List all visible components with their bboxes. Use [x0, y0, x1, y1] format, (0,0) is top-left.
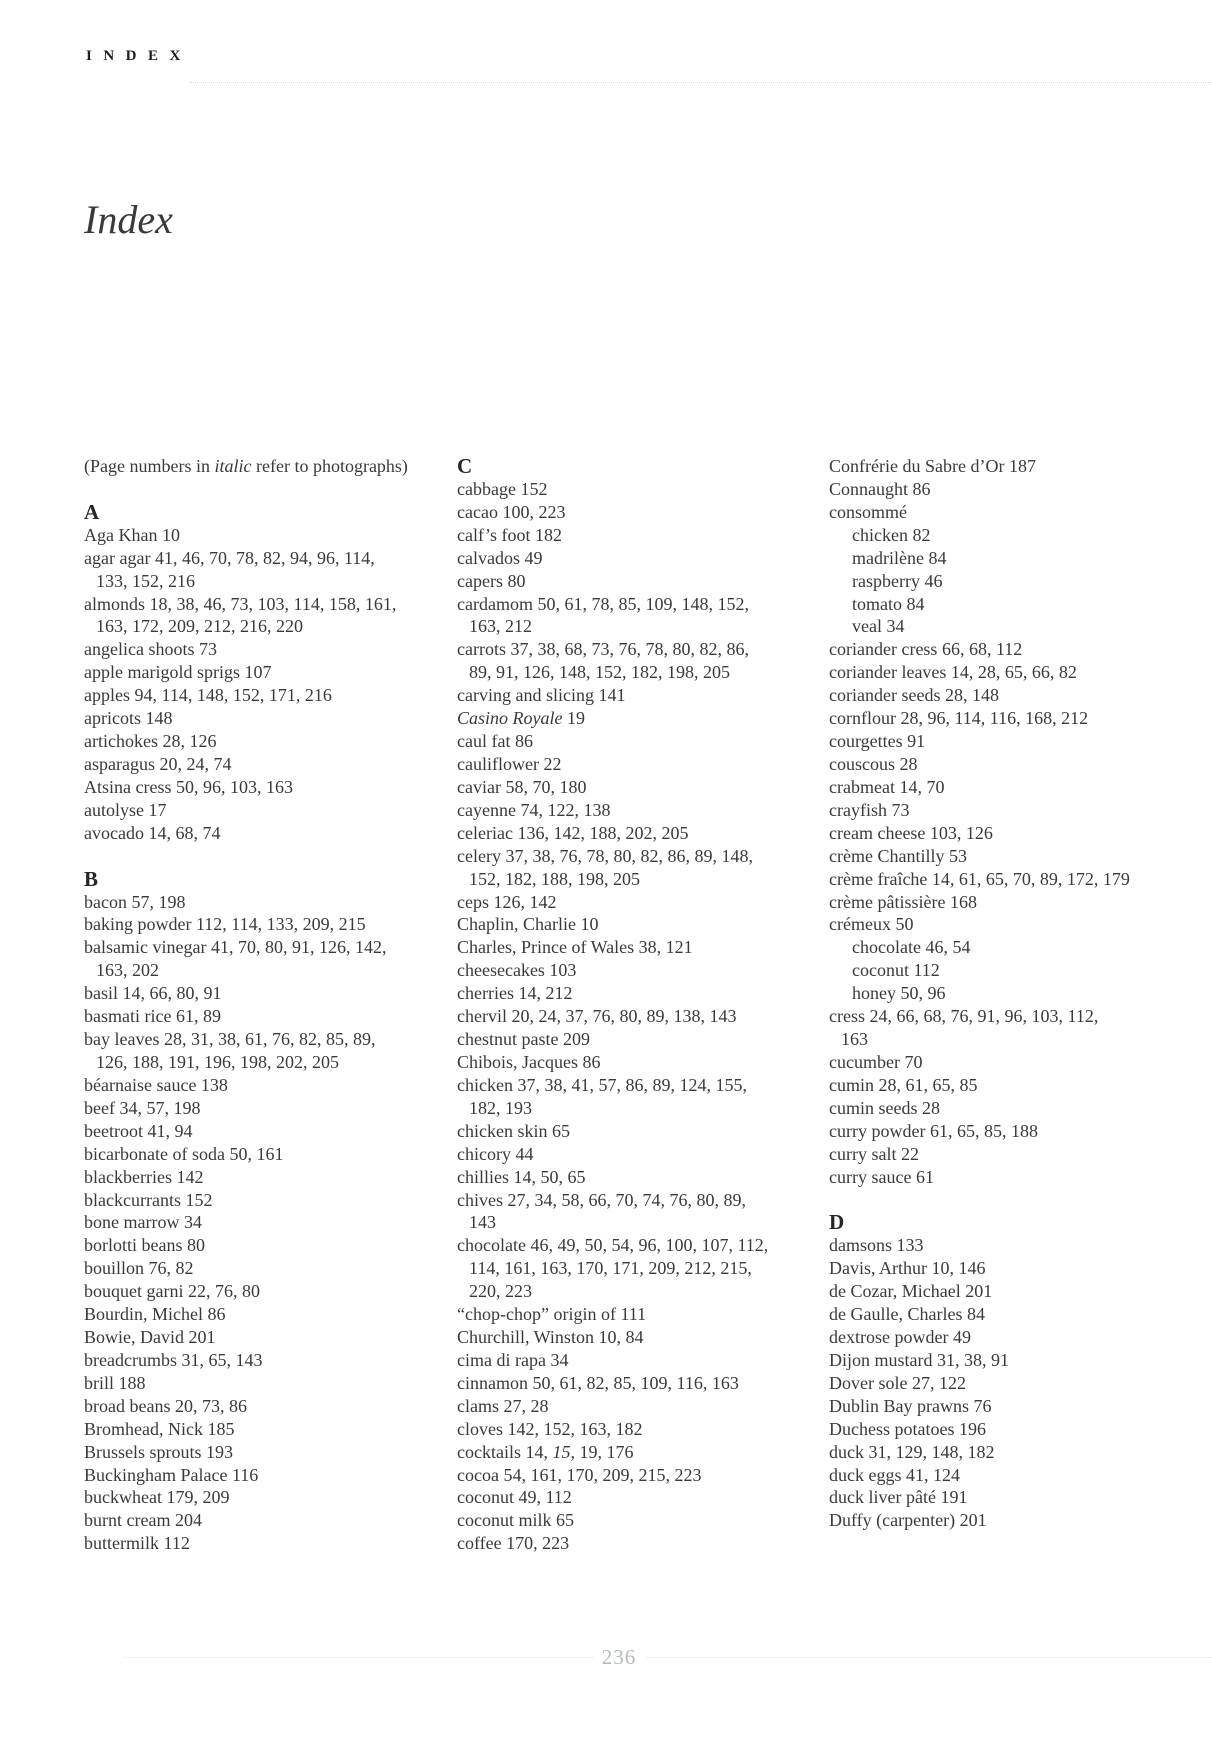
- index-entry: [829, 776, 1130, 799]
- index-entry: [84, 1120, 408, 1143]
- index-entry: [829, 730, 1130, 753]
- entry-line: Confrérie du Sabre d’Or 187: [829, 456, 1036, 476]
- index-entry: [829, 868, 1130, 891]
- entry-line: cauliflower 22: [457, 753, 562, 774]
- index-entry: [829, 684, 1130, 707]
- index-entry: [457, 547, 768, 570]
- entry-line: celery 37, 38, 76, 78, 80, 82, 86, 89, 148,: [457, 845, 753, 866]
- entry-line: buckwheat 179, 209: [84, 1487, 230, 1508]
- entry-line: brill 188: [84, 1372, 146, 1393]
- index-entry: [829, 913, 1130, 936]
- entry-line: chives 27, 34, 58, 66, 70, 74, 76, 80, 89,: [457, 1189, 746, 1210]
- entry-line: bouillon 76, 82: [84, 1258, 194, 1279]
- index-entry: [457, 1166, 768, 1189]
- page-number: 236: [601, 1645, 637, 1669]
- index-entry: [84, 1418, 408, 1441]
- index-subentry: [829, 615, 1130, 638]
- entry-line: clams 27, 28: [457, 1395, 549, 1416]
- entry-line: baking powder 112, 114, 133, 209, 215: [84, 914, 366, 935]
- entry-line: chocolate 46, 49, 50, 54, 96, 100, 107, 112,: [457, 1235, 769, 1256]
- index-entry: [829, 1143, 1130, 1166]
- index-entry: [829, 1486, 1130, 1509]
- index-entry: [829, 822, 1130, 845]
- index-subentry: [829, 570, 1130, 593]
- index-entry: [84, 524, 408, 547]
- index-entry: [829, 1326, 1130, 1349]
- entry-line: 163, 212: [469, 616, 532, 637]
- entry-line: basmati rice 61, 89: [84, 1006, 221, 1027]
- entry-line: Duchess potatoes 196: [829, 1418, 986, 1439]
- entry-line: 182, 193: [469, 1097, 532, 1118]
- index-entry: [829, 1166, 1130, 1189]
- index-entry: [457, 1372, 768, 1395]
- index-entry: [84, 1280, 408, 1303]
- index-entry: [84, 1464, 408, 1487]
- entry-line: Bowie, David 201: [84, 1327, 216, 1348]
- entry-line: cardamom 50, 61, 78, 85, 109, 148, 152,: [457, 593, 749, 614]
- running-head: INDEX: [86, 48, 192, 64]
- index-entry: [829, 1303, 1130, 1326]
- index-entry: [829, 661, 1130, 684]
- index-entry: [829, 1120, 1130, 1143]
- entry-line: capers 80: [457, 570, 526, 591]
- index-entry: [457, 1349, 768, 1372]
- entry-line: Bromhead, Nick 185: [84, 1418, 235, 1439]
- index-entry: [829, 1372, 1130, 1395]
- index-entry: [457, 1486, 768, 1509]
- entry-line: artichokes 28, 126: [84, 731, 217, 752]
- entry-line: 220, 223: [469, 1281, 532, 1302]
- entry-line: honey 50, 96: [852, 983, 946, 1004]
- index-entry: [457, 1326, 768, 1349]
- entry-line: Connaught 86: [829, 478, 931, 499]
- entry-line: courgettes 91: [829, 731, 926, 752]
- index-entry: [84, 936, 408, 982]
- index-entry: [829, 1074, 1130, 1097]
- entry-line: Churchill, Winston 10, 84: [457, 1327, 644, 1348]
- index-entry: [84, 1441, 408, 1464]
- entry-line: coriander leaves 14, 28, 65, 66, 82: [829, 662, 1077, 683]
- entry-line: cumin 28, 61, 65, 85: [829, 1074, 978, 1095]
- entry-line: carving and slicing 141: [457, 685, 626, 706]
- index-subentry: [829, 982, 1130, 1005]
- entry-line: consommé: [829, 501, 907, 522]
- index-entry: [457, 570, 768, 593]
- entry-line: crème pâtissière 168: [829, 891, 977, 912]
- index-entry: [84, 891, 408, 914]
- entry-line: chicory 44: [457, 1143, 534, 1164]
- entry-line: blackberries 142: [84, 1166, 204, 1187]
- italic-segment: Casino Royale: [457, 708, 563, 729]
- entry-line: almonds 18, 38, 46, 73, 103, 114, 158, 161,: [84, 593, 397, 614]
- entry-line: coriander seeds 28, 148: [829, 685, 999, 706]
- index-entry: [829, 501, 1130, 524]
- index-subentry: [829, 936, 1130, 959]
- entry-line: raspberry 46: [852, 570, 943, 591]
- index-entry: [457, 638, 768, 684]
- entry-line: blackcurrants 152: [84, 1189, 213, 1210]
- index-entry: [84, 913, 408, 936]
- entry-line: coconut 112: [852, 960, 940, 981]
- entry-line: cinnamon 50, 61, 82, 85, 109, 116, 163: [457, 1372, 739, 1393]
- index-entry: [829, 1005, 1130, 1051]
- index-entry: [457, 478, 768, 501]
- entry-line: Davis, Arthur 10, 146: [829, 1258, 986, 1279]
- entry-line: burnt cream 204: [84, 1510, 202, 1531]
- index-entry: [829, 1280, 1130, 1303]
- entry-line: veal 34: [852, 616, 905, 637]
- entry-line: chervil 20, 24, 37, 76, 80, 89, 138, 143: [457, 1006, 737, 1027]
- letter-heading: A: [84, 499, 100, 524]
- text-segment: , 19, 176: [570, 1441, 634, 1462]
- entry-line: 89, 91, 126, 148, 152, 182, 198, 205: [469, 662, 730, 683]
- index-entry: [84, 1509, 408, 1532]
- entry-line: agar agar 41, 46, 70, 78, 82, 94, 96, 114,: [84, 547, 375, 568]
- entry-line: bouquet garni 22, 76, 80: [84, 1281, 260, 1302]
- entry-line: tomato 84: [852, 593, 925, 614]
- entry-line: beetroot 41, 94: [84, 1120, 193, 1141]
- index-entry: [457, 1143, 768, 1166]
- entry-line: duck liver pâté 191: [829, 1487, 968, 1508]
- index-entry: [457, 524, 768, 547]
- index-entry: [457, 501, 768, 524]
- entry-line: bicarbonate of soda 50, 161: [84, 1143, 284, 1164]
- index-entry: [457, 1532, 768, 1555]
- index-entry: [84, 1395, 408, 1418]
- entry-line: caul fat 86: [457, 731, 533, 752]
- index-subentry: [829, 959, 1130, 982]
- entry-line: duck eggs 41, 124: [829, 1464, 960, 1485]
- entry-line: 163, 202: [96, 960, 159, 981]
- footer-rule: [123, 1657, 593, 1658]
- entry-line: Chibois, Jacques 86: [457, 1051, 601, 1072]
- index-entry: [457, 593, 768, 639]
- entry-line: “chop-chop” origin of 111: [457, 1304, 647, 1325]
- index-entry: [84, 1028, 408, 1074]
- entry-line: coconut milk 65: [457, 1510, 574, 1531]
- index-column: [84, 455, 408, 1555]
- index-entry: [84, 707, 408, 730]
- entry-line: 163, 172, 209, 212, 216, 220: [96, 616, 303, 637]
- index-entry: [829, 1051, 1130, 1074]
- index-entry: [457, 707, 768, 730]
- entry-line: 133, 152, 216: [96, 570, 195, 591]
- index-entry: [457, 845, 768, 891]
- entry-line: 163: [841, 1029, 868, 1050]
- entry-line: cheesecakes 103: [457, 960, 577, 981]
- entry-line: 143: [469, 1212, 496, 1233]
- index-entry: [84, 1143, 408, 1166]
- entry-line: apples 94, 114, 148, 152, 171, 216: [84, 685, 332, 706]
- index-entry: [84, 1234, 408, 1257]
- entry-line: crémeux 50: [829, 914, 914, 935]
- index-entry: [84, 661, 408, 684]
- entry-line: dextrose powder 49: [829, 1327, 971, 1348]
- entry-line: cacao 100, 223: [457, 501, 566, 522]
- index-entry: [457, 684, 768, 707]
- index-entry: [84, 684, 408, 707]
- entry-line: chicken 82: [852, 524, 931, 545]
- index-entry: [84, 1074, 408, 1097]
- entry-line: cayenne 74, 122, 138: [457, 799, 611, 820]
- entry-line: cucumber 70: [829, 1051, 923, 1072]
- entry-line: apple marigold sprigs 107: [84, 662, 272, 683]
- index-entry: [457, 1074, 768, 1120]
- entry-line: [457, 707, 768, 730]
- index-entry: [457, 1464, 768, 1487]
- index-entry: [829, 891, 1130, 914]
- index-entry: [84, 1211, 408, 1234]
- header-rule: [190, 82, 1212, 83]
- entry-line: cream cheese 103, 126: [829, 822, 993, 843]
- entry-line: Dublin Bay prawns 76: [829, 1395, 992, 1416]
- entry-line: carrots 37, 38, 68, 73, 76, 78, 80, 82, 86,: [457, 639, 749, 660]
- index-entry: [457, 1028, 768, 1051]
- entry-line: chestnut paste 209: [457, 1029, 590, 1050]
- entry-line: madrilène 84: [852, 547, 947, 568]
- entry-line: 152, 182, 188, 198, 205: [469, 868, 640, 889]
- index-entry: [457, 753, 768, 776]
- index-entry: [84, 1005, 408, 1028]
- index-entry: [457, 1234, 768, 1303]
- index-entry: [457, 1303, 768, 1326]
- entry-line: celeriac 136, 142, 188, 202, 205: [457, 822, 689, 843]
- index-entry: [829, 478, 1130, 501]
- entry-line: Aga Khan 10: [84, 524, 180, 545]
- index-entry: [84, 547, 408, 593]
- entry-line: 114, 161, 163, 170, 171, 209, 212, 215,: [469, 1258, 752, 1279]
- entry-line: [84, 455, 408, 478]
- entry-line: couscous 28: [829, 753, 918, 774]
- index-entry: [829, 845, 1130, 868]
- index-entry: [84, 776, 408, 799]
- index-entry: [457, 1051, 768, 1074]
- entry-line: Dijon mustard 31, 38, 91: [829, 1349, 1009, 1370]
- index-entry: [457, 1395, 768, 1418]
- index-entry: [457, 936, 768, 959]
- entry-line: Atsina cress 50, 96, 103, 163: [84, 776, 293, 797]
- footer-rule: [647, 1657, 1212, 1658]
- entry-line: chicken skin 65: [457, 1120, 570, 1141]
- entry-line: coriander cress 66, 68, 112: [829, 639, 1023, 660]
- entry-line: crème Chantilly 53: [829, 845, 967, 866]
- index-entry: [829, 1257, 1130, 1280]
- index-entry: [829, 707, 1130, 730]
- entry-line: cloves 142, 152, 163, 182: [457, 1418, 643, 1439]
- entry-line: Charles, Prince of Wales 38, 121: [457, 937, 693, 958]
- letter-heading: B: [84, 866, 99, 891]
- text-segment: refer to photographs): [251, 456, 408, 476]
- entry-line: asparagus 20, 24, 74: [84, 753, 232, 774]
- index-subentry: [829, 593, 1130, 616]
- text-segment: 19: [562, 708, 585, 729]
- index-entry: [829, 1418, 1130, 1441]
- entry-line: curry salt 22: [829, 1143, 919, 1164]
- entry-line: curry powder 61, 65, 85, 188: [829, 1120, 1038, 1141]
- text-segment: cocktails 14,: [457, 1441, 553, 1462]
- index-entry: [84, 982, 408, 1005]
- entry-line: breadcrumbs 31, 65, 143: [84, 1349, 263, 1370]
- index-entry: [84, 822, 408, 845]
- entry-line: beef 34, 57, 198: [84, 1097, 201, 1118]
- index-entry: [829, 753, 1130, 776]
- index-entry: [84, 1372, 408, 1395]
- entry-line: Duffy (carpenter) 201: [829, 1510, 987, 1531]
- entry-line: cherries 14, 212: [457, 983, 573, 1004]
- entry-line: avocado 14, 68, 74: [84, 822, 221, 843]
- entry-line: ceps 126, 142: [457, 891, 557, 912]
- index-entry: [457, 1120, 768, 1143]
- index-entry: [457, 776, 768, 799]
- index-note: [84, 455, 408, 478]
- index-entry: [829, 799, 1130, 822]
- index-entry: [829, 455, 1130, 478]
- index-entry: [84, 1189, 408, 1212]
- index-entry: [84, 1166, 408, 1189]
- entry-line: angelica shoots 73: [84, 639, 217, 660]
- index-entry: [84, 1486, 408, 1509]
- entry-line: de Cozar, Michael 201: [829, 1281, 993, 1302]
- italic-segment: 15: [552, 1441, 571, 1462]
- entry-line: chocolate 46, 54: [852, 937, 971, 958]
- entry-line: caviar 58, 70, 180: [457, 776, 587, 797]
- entry-line: basil 14, 66, 80, 91: [84, 983, 222, 1004]
- entry-line: bay leaves 28, 31, 38, 61, 76, 82, 85, 89,: [84, 1029, 376, 1050]
- entry-line: buttermilk 112: [84, 1533, 190, 1554]
- index-entry: [829, 1097, 1130, 1120]
- index-entry: [84, 1349, 408, 1372]
- index-entry: [829, 1441, 1130, 1464]
- entry-line: apricots 148: [84, 708, 173, 729]
- entry-line: cabbage 152: [457, 478, 548, 499]
- entry-line: cornflour 28, 96, 114, 116, 168, 212: [829, 708, 1089, 729]
- index-entry: [457, 1418, 768, 1441]
- index-entry: [84, 753, 408, 776]
- index-column: [829, 455, 1130, 1532]
- entry-line: curry sauce 61: [829, 1166, 934, 1187]
- entry-line: cumin seeds 28: [829, 1097, 940, 1118]
- entry-line: cress 24, 66, 68, 76, 91, 96, 103, 112,: [829, 1006, 1099, 1027]
- entry-line: de Gaulle, Charles 84: [829, 1304, 985, 1325]
- letter-heading: D: [829, 1210, 845, 1235]
- entry-line: béarnaise sauce 138: [84, 1074, 228, 1095]
- index-entry: [829, 638, 1130, 661]
- entry-line: broad beans 20, 73, 86: [84, 1395, 247, 1416]
- index-entry: [457, 822, 768, 845]
- entry-line: [457, 1441, 768, 1464]
- entry-line: crabmeat 14, 70: [829, 776, 945, 797]
- index-entry: [84, 1257, 408, 1280]
- entry-line: cima di rapa 34: [457, 1349, 569, 1370]
- index-entry: [84, 1303, 408, 1326]
- entry-line: Buckingham Palace 116: [84, 1464, 259, 1485]
- index-column: [457, 455, 768, 1555]
- entry-line: coffee 170, 223: [457, 1533, 570, 1554]
- index-subentry: [829, 547, 1130, 570]
- index-entry: [829, 1349, 1130, 1372]
- index-entry: [829, 1464, 1130, 1487]
- entry-line: cocoa 54, 161, 170, 209, 215, 223: [457, 1464, 702, 1485]
- index-entry: [84, 1532, 408, 1555]
- index-entry: [457, 1005, 768, 1028]
- entry-line: duck 31, 129, 148, 182: [829, 1441, 995, 1462]
- entry-line: Dover sole 27, 122: [829, 1372, 966, 1393]
- index-entry: [457, 982, 768, 1005]
- index-entry: [457, 1509, 768, 1532]
- index-entry: [84, 1326, 408, 1349]
- entry-line: Bourdin, Michel 86: [84, 1304, 226, 1325]
- entry-line: damsons 133: [829, 1235, 924, 1256]
- index-entry: [829, 1234, 1130, 1257]
- index-entry: [457, 891, 768, 914]
- index-entry: [457, 913, 768, 936]
- index-entry: [457, 1189, 768, 1235]
- index-entry: [84, 1097, 408, 1120]
- entry-line: bone marrow 34: [84, 1212, 202, 1233]
- entry-line: Brussels sprouts 193: [84, 1441, 234, 1462]
- index-entry: [457, 959, 768, 982]
- index-entry: [829, 1509, 1130, 1532]
- entry-line: chillies 14, 50, 65: [457, 1166, 586, 1187]
- index-entry: [84, 593, 408, 639]
- index-entry: [457, 730, 768, 753]
- entry-line: crème fraîche 14, 61, 65, 70, 89, 172, 179: [829, 868, 1130, 889]
- entry-line: calf’s foot 182: [457, 524, 562, 545]
- entry-line: crayfish 73: [829, 799, 910, 820]
- index-subentry: [829, 524, 1130, 547]
- entry-line: balsamic vinegar 41, 70, 80, 91, 126, 142,: [84, 937, 387, 958]
- entry-line: 126, 188, 191, 196, 198, 202, 205: [96, 1051, 339, 1072]
- index-entry: [457, 1441, 768, 1464]
- text-segment: (Page numbers in: [84, 456, 215, 476]
- italic-segment: italic: [214, 456, 252, 476]
- entry-line: chicken 37, 38, 41, 57, 86, 89, 124, 155,: [457, 1074, 747, 1095]
- entry-line: calvados 49: [457, 547, 543, 568]
- index-entry: [457, 799, 768, 822]
- index-entry: [84, 638, 408, 661]
- index-entry: [829, 1395, 1130, 1418]
- entry-line: autolyse 17: [84, 799, 167, 820]
- page-title: Index: [84, 197, 173, 242]
- entry-line: coconut 49, 112: [457, 1487, 572, 1508]
- entry-line: borlotti beans 80: [84, 1235, 205, 1256]
- entry-line: bacon 57, 198: [84, 891, 186, 912]
- letter-heading: C: [457, 454, 473, 478]
- entry-line: Chaplin, Charlie 10: [457, 914, 599, 935]
- index-entry: [84, 799, 408, 822]
- index-entry: [84, 730, 408, 753]
